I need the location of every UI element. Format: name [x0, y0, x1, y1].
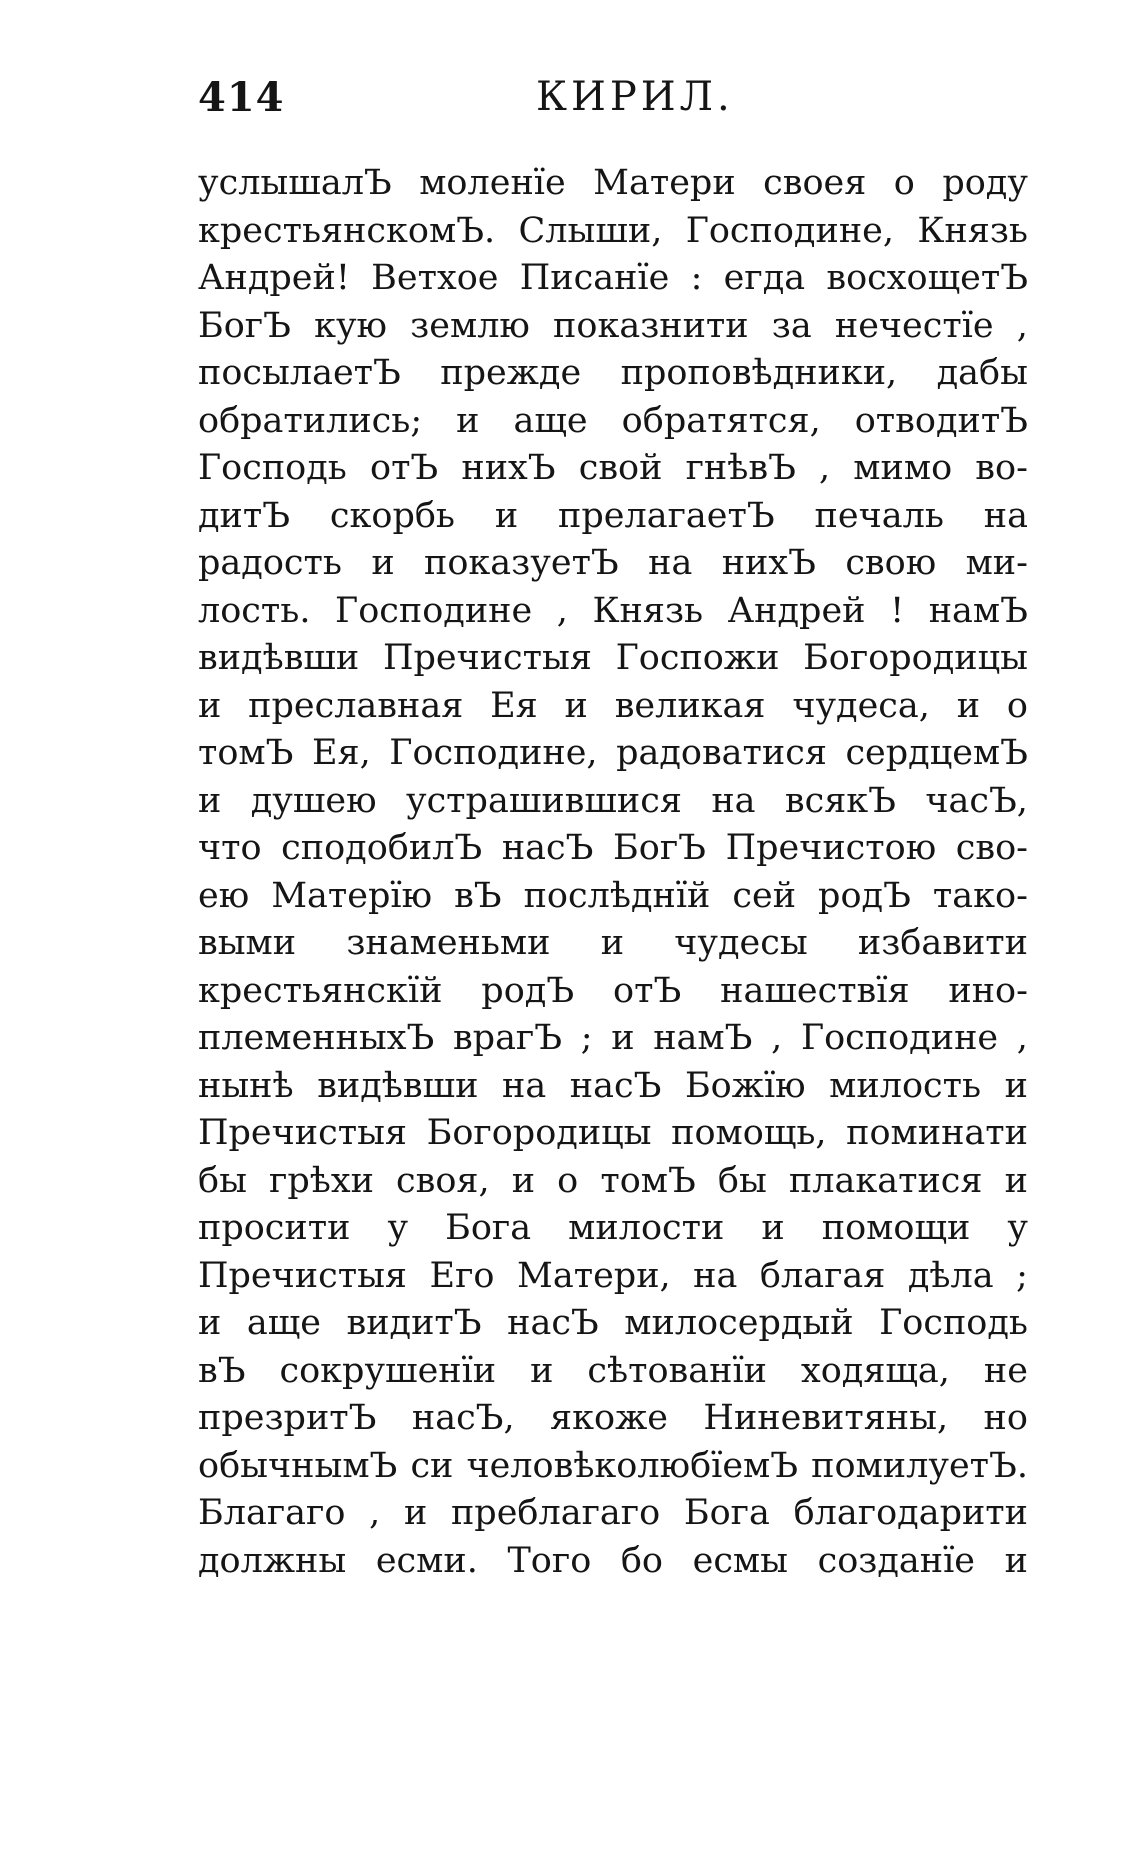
- word: помощи: [821, 1208, 971, 1248]
- word: избавити: [857, 923, 1028, 963]
- word: что: [198, 828, 262, 868]
- word: есми.: [375, 1540, 478, 1581]
- word: не: [983, 1350, 1028, 1391]
- text-line: [198, 1395, 1028, 1443]
- text-line: [198, 1538, 1028, 1586]
- word: и: [761, 1208, 785, 1248]
- word: насЪ: [501, 828, 594, 868]
- text-line: [198, 968, 1028, 1016]
- word: знаменьми: [346, 923, 551, 963]
- word: во-: [975, 448, 1028, 488]
- word: и: [456, 400, 480, 441]
- word: нашествїя: [720, 970, 910, 1011]
- word: ,: [1016, 305, 1028, 346]
- word: показуетЪ: [424, 543, 619, 583]
- running-head: КИРИЛ.: [536, 74, 734, 120]
- word: и: [1004, 1160, 1028, 1201]
- word: помощь,: [671, 1113, 827, 1153]
- word: врагЪ: [452, 1018, 563, 1058]
- word: БогЪ: [198, 305, 291, 346]
- word: радость: [198, 543, 342, 583]
- text-line: [198, 920, 1028, 968]
- word: и: [371, 543, 395, 583]
- word: си: [410, 1445, 454, 1486]
- word: родЪ: [481, 970, 575, 1011]
- text-line: [198, 588, 1028, 636]
- word: на: [648, 543, 693, 583]
- word: за: [771, 305, 812, 346]
- word: ми-: [965, 543, 1028, 583]
- word: на: [711, 780, 756, 821]
- word: милость: [829, 1065, 982, 1106]
- word: Ея,: [311, 733, 371, 773]
- word: дитЪ: [198, 495, 291, 536]
- word: нечестїе: [834, 305, 994, 346]
- word: отЪ: [613, 970, 682, 1011]
- word: Господине: [335, 590, 533, 631]
- text-line: [198, 540, 1028, 588]
- word: милосердый: [624, 1303, 854, 1343]
- word: есмы: [692, 1540, 789, 1581]
- word: ею: [198, 875, 250, 916]
- word: !: [890, 590, 905, 631]
- word: ,: [771, 1018, 783, 1058]
- word: прелагаетЪ: [558, 495, 775, 536]
- word: ино-: [948, 970, 1028, 1011]
- word: и: [198, 780, 222, 821]
- word: Матери,: [517, 1255, 671, 1296]
- word: роду: [942, 163, 1028, 203]
- word: аще: [246, 1303, 321, 1343]
- word: ,: [1016, 1018, 1028, 1058]
- word: ходяща,: [800, 1350, 950, 1391]
- word: бы: [717, 1160, 767, 1201]
- word: тако-: [932, 875, 1028, 916]
- word: отводитЪ: [854, 400, 1028, 441]
- word: и: [511, 1160, 536, 1201]
- word: у: [387, 1208, 409, 1248]
- word: и: [403, 1493, 428, 1533]
- word: посылаетЪ: [198, 353, 401, 393]
- word: Господь: [198, 448, 347, 488]
- word: Божїю: [684, 1065, 806, 1106]
- text-line: [198, 635, 1028, 683]
- word: просити: [198, 1208, 351, 1248]
- word: часЪ,: [925, 780, 1028, 821]
- word: видѣвши: [198, 638, 360, 678]
- word: томЪ: [600, 1160, 696, 1201]
- word: великая: [614, 685, 766, 726]
- word: милости: [568, 1208, 725, 1248]
- word: восхощетЪ: [826, 258, 1028, 298]
- word: видитЪ: [346, 1303, 482, 1343]
- word: благая: [759, 1255, 886, 1296]
- word: Пречистыя: [382, 638, 592, 678]
- text-line: [198, 1158, 1028, 1206]
- word: Госпожи: [615, 638, 780, 678]
- word: Ниневитяны,: [703, 1398, 949, 1438]
- word: но: [983, 1398, 1028, 1438]
- word: нынѣ: [198, 1065, 294, 1106]
- word: преблагаго: [450, 1493, 661, 1533]
- text-line: [198, 208, 1028, 256]
- word: Слыши,: [518, 210, 663, 251]
- word: на: [693, 1255, 738, 1296]
- word: на: [983, 495, 1028, 536]
- word: проповѣдники,: [620, 353, 898, 393]
- word: и: [600, 923, 625, 963]
- body-text: [198, 160, 1028, 1585]
- word: устрашившися: [405, 780, 682, 821]
- word: Пречистыя: [198, 1113, 408, 1153]
- word: Благаго: [198, 1493, 346, 1533]
- page-header: [198, 74, 1028, 134]
- word: свой: [578, 448, 663, 488]
- word: крестьянскїй: [198, 970, 443, 1011]
- word: отЪ: [370, 448, 439, 488]
- text-line: [198, 303, 1028, 351]
- word: человѣколюбїемЪ: [466, 1445, 799, 1486]
- word: сподобилЪ: [281, 828, 483, 868]
- word: Пречистою: [725, 828, 937, 868]
- word: поминати: [846, 1113, 1028, 1153]
- word: благодарити: [793, 1493, 1028, 1533]
- word: ,: [819, 448, 831, 488]
- word: у: [1007, 1208, 1028, 1248]
- word: скорбь: [329, 495, 455, 536]
- word: обратятся,: [621, 400, 821, 441]
- word: печаль: [814, 495, 944, 536]
- word: показнити: [553, 305, 749, 346]
- word: сѣтованїи: [587, 1350, 767, 1391]
- word: сердцемЪ: [845, 733, 1028, 773]
- word: Бога: [445, 1208, 532, 1248]
- word: чудеса,: [792, 685, 930, 726]
- word: БогЪ: [613, 828, 706, 868]
- word: презритЪ: [198, 1398, 377, 1438]
- word: чудесы: [674, 923, 808, 963]
- word: Писанїе: [519, 258, 670, 298]
- text-line: [198, 255, 1028, 303]
- word: обратились;: [198, 400, 423, 441]
- word: томЪ: [198, 733, 294, 773]
- word: и: [530, 1350, 554, 1391]
- word: своя,: [396, 1160, 490, 1201]
- text-line: [198, 730, 1028, 778]
- word: мимо: [853, 448, 953, 488]
- word: о: [893, 163, 915, 203]
- word: вЪ: [454, 875, 502, 916]
- word: бо: [620, 1540, 664, 1581]
- text-line: [198, 398, 1028, 446]
- word: прежде: [440, 353, 582, 393]
- word: услышалЪ: [198, 163, 392, 203]
- text-line: [198, 1490, 1028, 1538]
- word: Господине: [800, 1018, 999, 1058]
- word: Князь: [592, 590, 704, 631]
- word: нихЪ: [721, 543, 816, 583]
- word: нихЪ: [461, 448, 556, 488]
- word: :: [690, 258, 703, 298]
- word: и: [198, 1303, 222, 1343]
- word: обычнымЪ: [198, 1445, 398, 1486]
- word: Бога: [683, 1493, 770, 1533]
- word: ;: [1016, 1255, 1028, 1296]
- word: видѣвши: [317, 1065, 479, 1106]
- word: сей: [732, 875, 797, 916]
- word: сво-: [955, 828, 1028, 868]
- word: ;: [580, 1018, 593, 1058]
- word: Князь: [917, 210, 1028, 251]
- word: преславная: [248, 685, 464, 726]
- word: плакатися: [788, 1160, 983, 1201]
- word: Богородицы: [803, 638, 1028, 678]
- word: Его: [429, 1255, 495, 1296]
- word: о: [557, 1160, 579, 1201]
- text-line: [198, 1253, 1028, 1301]
- word: и: [1004, 1540, 1028, 1581]
- word: егда: [723, 258, 806, 298]
- word: ,: [556, 590, 568, 631]
- word: Господине,: [389, 733, 598, 773]
- word: своея: [763, 163, 867, 203]
- word: и: [494, 495, 519, 536]
- word: послѣднїй: [523, 875, 711, 916]
- word: и: [198, 685, 222, 726]
- word: на: [502, 1065, 547, 1106]
- text-line: [198, 445, 1028, 493]
- word: насЪ,: [411, 1398, 515, 1438]
- word: Того: [507, 1540, 592, 1581]
- text-line: [198, 350, 1028, 398]
- text-line: [198, 1015, 1028, 1063]
- text-line: [198, 683, 1028, 731]
- word: и: [1004, 1065, 1028, 1106]
- word: выми: [198, 923, 297, 963]
- word: намЪ: [928, 590, 1028, 631]
- word: дабы: [936, 353, 1028, 393]
- word: и: [611, 1018, 635, 1058]
- word: Андрей: [727, 590, 866, 631]
- word: душею: [250, 780, 377, 821]
- word: вЪ: [198, 1350, 246, 1391]
- word: кую: [314, 305, 388, 346]
- word: гнѣвЪ: [685, 448, 796, 488]
- word: насЪ: [507, 1303, 599, 1343]
- word: насЪ: [569, 1065, 662, 1106]
- page-number: 414: [198, 74, 285, 121]
- word: Ветхое: [371, 258, 499, 298]
- word: аще: [513, 400, 588, 441]
- word: землю: [410, 305, 530, 346]
- word: крестьянскомЪ.: [198, 210, 496, 251]
- word: Ея: [490, 685, 538, 726]
- word: всякЪ: [784, 780, 896, 821]
- text-line: [198, 1348, 1028, 1396]
- word: грѣхи: [269, 1160, 374, 1201]
- text-line: [198, 1110, 1028, 1158]
- word: Андрей!: [198, 258, 350, 298]
- word: лость.: [198, 590, 311, 631]
- word: должны: [198, 1540, 347, 1581]
- word: о: [1006, 685, 1028, 726]
- word: намЪ: [653, 1018, 753, 1058]
- text-line: [198, 1205, 1028, 1253]
- word: Матери: [593, 163, 736, 203]
- word: дѣла: [907, 1255, 994, 1296]
- word: якоже: [550, 1398, 668, 1438]
- word: родЪ: [818, 875, 911, 916]
- text-line: [198, 778, 1028, 826]
- word: ,: [369, 1493, 381, 1533]
- word: моленїе: [419, 163, 566, 203]
- text-line: [198, 493, 1028, 541]
- text-line: [198, 1063, 1028, 1111]
- text-line: [198, 160, 1028, 208]
- word: Пречистыя: [198, 1255, 408, 1296]
- word: Господь: [879, 1303, 1028, 1343]
- word: сокрушенїи: [279, 1350, 497, 1391]
- word: Богородицы: [426, 1113, 652, 1153]
- text-line: [198, 873, 1028, 921]
- word: радоватися: [616, 733, 827, 773]
- text-line: [198, 825, 1028, 873]
- text-line: [198, 1443, 1028, 1491]
- text-line: [198, 1300, 1028, 1348]
- word: помилуетЪ.: [811, 1445, 1028, 1486]
- word: бы: [198, 1160, 247, 1201]
- word: Господине,: [685, 210, 894, 251]
- word: и: [564, 685, 588, 726]
- word: и: [956, 685, 981, 726]
- word: Матерїю: [271, 875, 433, 916]
- word: свою: [845, 543, 937, 583]
- word: племенныхЪ: [198, 1018, 435, 1058]
- word: созданїе: [817, 1540, 976, 1581]
